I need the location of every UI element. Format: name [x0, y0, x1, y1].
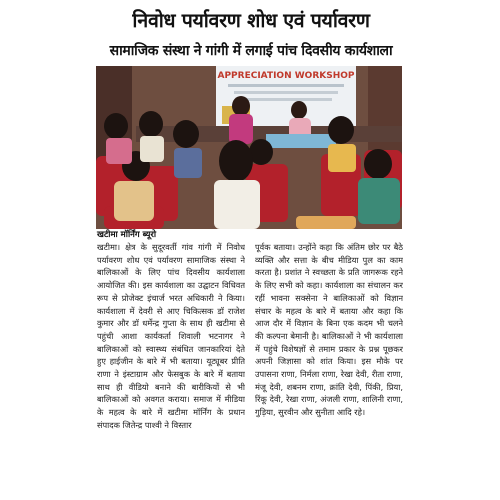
- headline-line-1: निवोध पर्यावरण शोध एवं पर्यावरण: [132, 9, 370, 32]
- byline: खटीमा मॉर्निंग ब्यूरो: [97, 230, 157, 240]
- article-column-2: पूर्वक बताया। उन्होंने कहा कि अंतिम छोर पर बैठे व्यक्ति और सत्ता के बीच मीडिया पुल का काम करता है। प्रशांत ने स्वच्छता के प्रति जागरूक रहने के लिए सभी को कहा। कार्यशाला का संचालन कर रहीं भावना सक्सेना ने बालिकाओं को विज्ञान संचार के महत्व के बारे में बताया और कहा कि आज दौर में विज्ञान के बिना एक कदम भी चलने की कल्पना बेमानी है। बालिकाओं ने भी कार्यशाला में पहुंचे विशेषज्ञों से तमाम प्रकार के प्रश्न पूछकर अपनी जिज्ञासा को शांत किया। इस मौके पर उपासना राणा, निर्मला राणा, रेखा देवी, रीता राणा, मंजू देवी, शबनम राणा, क्रांति देवी, पिंकी, प्रिया, रिंकू देवी, रेखा राणा, अंजली राणा, शालिनी राणा, गुड़िया, सुरवीन और सुनीता आदि रहे।: [255, 242, 403, 418]
- headline: [96, 4, 406, 64]
- headline-line-2: सामाजिक संस्था ने गांगी में लगाई पांच दिवसीय कार्यशाला: [109, 43, 393, 59]
- banner-title: APPRECIATION WORKSHOP: [217, 71, 355, 81]
- article-column-1: खटीमा। क्षेत्र के सुदूरवर्ती गांव गांगी में निवोध पर्यावरण शोध एवं पर्यावरण सामाजिक संस्था ने बालिकाओं के लिए पांच दिवसीय कार्यशाला आयोजित की। इस कार्यशाला का उद्घाटन विधिवत रूप से प्रोजेक्ट इंचार्ज भरत अधिकारी ने किया। कार्यशाला में देवरी से आए चिकित्सक डॉ राजेश कुमार और डॉ धर्मेन्द्र गुप्ता के साथ ही खटीमा से पहुंची आशा कार्यकर्ता शिवाली भटनागर ने बालिकाओं को स्वास्थ्य संबंधित जानकारियां देते हुए हाईजीन के बारे में भी बताया। यूट्यूबर प्रीति राणा ने इंस्टाग्राम और फेसबुक के बारे में बताया साथ ही वीडियो बनाने की बारीकियों से भी बालिकाओं को अवगत कराया। समाज में मीडिया के महत्व के बारे में खटीमा मॉर्निंग के प्रधान संपादक जितेन्द्र पाश्वी ने विस्तार: [97, 242, 245, 430]
- news-photo: [96, 66, 402, 229]
- article-body: [97, 241, 403, 499]
